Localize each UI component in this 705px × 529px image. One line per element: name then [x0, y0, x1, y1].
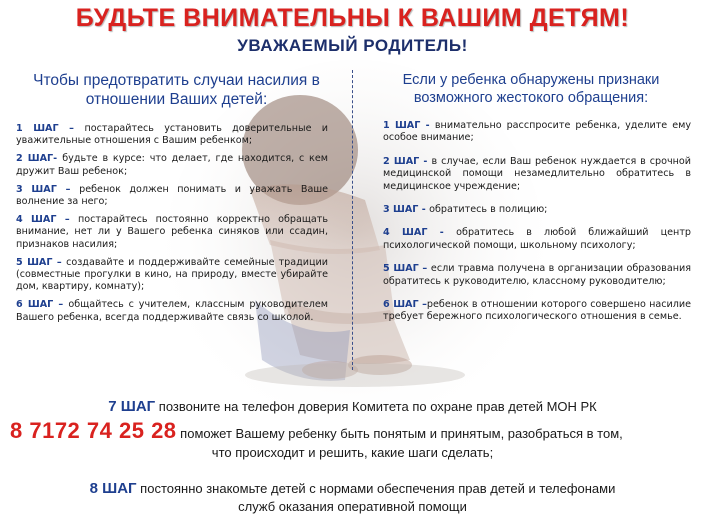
- step-label: 1 ШАГ: [16, 123, 59, 134]
- hotline-description: поможет Вашему ребенку быть понятым и принятым, разобраться в том,: [180, 426, 623, 441]
- step-separator: –: [58, 123, 85, 134]
- step-text: обратитесь в любой ближайший центр психологической помощи, школьному психологу;: [383, 227, 691, 251]
- hotline-line: [10, 418, 700, 444]
- step-separator: –: [418, 299, 427, 311]
- step-separator: –: [53, 299, 69, 311]
- hotline-phone-number: 8 7172 74 25 28: [10, 418, 177, 443]
- step-text: постарайтесь установить доверительные и уважительные отношения с Вашим ребенком;: [16, 123, 329, 147]
- column-divider: [352, 70, 353, 370]
- step-7-line: [0, 398, 705, 416]
- step-label: 6 ШАГ: [383, 299, 419, 311]
- response-step: [383, 204, 691, 216]
- step-8-text-continued: служб оказания оперативной помощи: [238, 499, 467, 514]
- step-8-label: 8 ШАГ: [89, 480, 137, 497]
- step-text: ребенок должен понимать и уважать Ваше волнение за него;: [16, 183, 329, 208]
- poster-title: БУДЬТЕ ВНИМАТЕЛЬНЫ К ВАШИМ ДЕТЯМ!: [75, 4, 630, 32]
- step-label: 5 ШАГ: [383, 263, 419, 275]
- step-text: общайтесь с учителем, классным руководителем Вашего ребенка, всегда поддерживайте связь со школой.: [16, 299, 329, 323]
- response-step: [383, 227, 691, 252]
- right-column-heading: Если у ребенка обнаружены признаки возможного жестокого обращения:: [402, 72, 660, 106]
- step-label: 2 ШАГ: [16, 153, 54, 165]
- poster-subtitle: УВАЖАЕМЫЙ РОДИТЕЛЬ!: [237, 36, 468, 55]
- step-label: 5 ШАГ: [16, 256, 53, 268]
- step-text: создавайте и поддерживайте семейные традиции (совместные прогулки в кино, на природу, вместе убирайте дом, квартиру, комнату);: [16, 256, 329, 293]
- step-text: ребенок в отношении которого совершено насилие требует бережного психологического отношения в семье.: [383, 299, 692, 323]
- response-step: [383, 299, 691, 324]
- step-label: 3 ШАГ: [383, 204, 419, 216]
- step-separator: –: [418, 263, 431, 275]
- step-8-text: постоянно знакомьте детей с нормами обеспечения прав детей и телефонами: [140, 481, 616, 496]
- step-separator: -: [427, 227, 457, 239]
- step-separator: -: [418, 204, 430, 216]
- step-text: будьте в курсе: что делает, где находится, с кем дружит Ваш ребенок;: [16, 153, 328, 177]
- step-separator: -: [53, 153, 63, 165]
- prevention-step: [16, 214, 328, 251]
- step-7-label: 7 ШАГ: [108, 398, 156, 415]
- step-separator: -: [420, 120, 435, 131]
- response-step: [383, 120, 691, 145]
- step-separator: –: [52, 256, 67, 268]
- step-separator: –: [56, 213, 78, 225]
- prevention-step: [16, 257, 328, 294]
- prevention-step: [16, 153, 328, 178]
- prevention-step: [16, 184, 328, 209]
- step-separator: -: [419, 155, 432, 167]
- step-text: внимательно расспросите ребенка, уделите ему особое внимание;: [383, 120, 692, 144]
- hotline-description-continued: что происходит и решить, какие шаги сделать;: [211, 445, 494, 460]
- response-step: [383, 156, 691, 193]
- step-text: если травма получена в организации образования обратитесь к руководителю, классному руководителю;: [383, 263, 691, 287]
- step-label: 4 ШАГ: [16, 213, 57, 225]
- response-steps-list: [383, 120, 691, 335]
- step-label: 4 ШАГ: [383, 227, 428, 239]
- prevention-step: [16, 299, 328, 324]
- step-label: 6 ШАГ: [16, 299, 54, 311]
- step-text: в случае, если Ваш ребенок нуждается в срочной медицинской помощи незамедлительно обратитесь в медицинское учреждение;: [383, 155, 691, 192]
- left-column-heading: Чтобы предотвратить случаи насилия в отношении Ваших детей:: [33, 72, 320, 108]
- step-8-line: [0, 480, 705, 498]
- response-step: [383, 263, 691, 288]
- step-label: 1 ШАГ: [383, 120, 421, 131]
- prevention-steps-list: [16, 123, 328, 330]
- prevention-step: [16, 123, 328, 148]
- step-label: 3 ШАГ: [16, 183, 57, 195]
- step-7-text: позвоните на телефон доверия Комитета по охране прав детей МОН РК: [158, 399, 597, 414]
- step-separator: –: [56, 183, 80, 195]
- step-label: 2 ШАГ: [383, 155, 420, 167]
- step-text: обратитесь в полицию;: [429, 204, 548, 216]
- step-text: постарайтесь постоянно корректно обращать внимание, нет ли у Вашего ребенка синяков или ссадин, признаков насилия;: [16, 213, 329, 250]
